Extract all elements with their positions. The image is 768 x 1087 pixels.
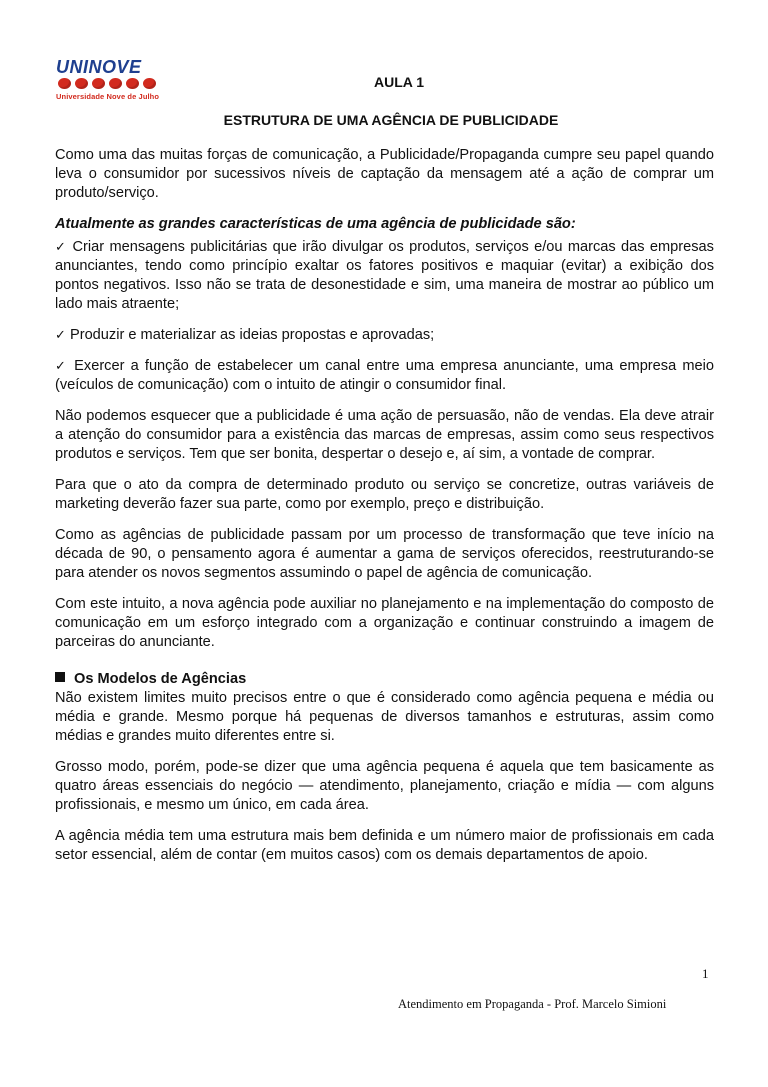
bullet-text: Produzir e materializar as ideias propostas e aprovadas; [69,327,435,343]
page-number: 1 [702,966,709,981]
lesson-label-text: AULA 1 [373,74,425,90]
page-footer: Atendimento em Propaganda - Prof. Marcelo Simioni [398,997,667,1011]
checkmark-icon: ✓ [55,359,68,374]
characteristics-heading: Atualmente as grandes características de uma agência de publicidade são: [55,216,576,232]
lesson-label [0,74,768,90]
bullet-item [55,357,714,395]
body-paragraph: Não podemos esquecer que a publicidade é uma ação de persuasão, não de vendas. Ela deve atrair a atenção do consumidor para a existência das marcas de empresas, assim como seus respectivos produtos e serviços. Tem que ser bonita, despertar o desejo e, aí sim, a vontade de comprar. [55,408,714,462]
bullet-item [55,326,714,345]
section-paragraph: Não existem limites muito precisos entre o que é considerado como agência pequena e média ou média e grande. Mesmo porque há pequenas de diversos tamanhos e estruturas, assim como médias e grandes muito diferentes entre si. [55,690,714,744]
checkmark-icon: ✓ [55,240,68,255]
bullet-text: Criar mensagens publicitárias que irão divulgar os produtos, serviços e/ou marcas das empresas anunciantes, tendo como princípio exaltar os fatores positivos e maquiar (evitar) a exibição dos pontos negativos. Isso não se trata de desonestidade e sim, uma maneira de mostrar ao público um lado mais atraente; [55,239,714,312]
logo-wordmark: UNINOVE [56,57,142,77]
square-bullet-icon [55,672,65,682]
section-heading-text: Os Modelos de Agências [74,671,247,687]
body-paragraph: Como as agências de publicidade passam por um processo de transformação que teve início na década de 90, o pensamento agora é aumentar a gama de serviços oferecidos, reestruturando-se para atender os novos segmentos assumindo o papel de agência de comunicação. [55,527,714,581]
body-paragraph: Com este intuito, a nova agência pode auxiliar no planejamento e na implementação do composto de comunicação em um esforço integrado com a organização e continuar construindo a imagem de parceiras do anunciante. [55,596,714,650]
section-paragraph: Grosso modo, porém, pode-se dizer que uma agência pequena é aquela que tem basicamente as quatro áreas essenciais do negócio — atendimento, planejamento, criação e mídia — com alguns profissionais, e mesmo um único, em cada área. [55,759,714,813]
checkmark-icon: ✓ [55,328,66,343]
bullet-text: Exercer a função de estabelecer um canal entre uma empresa anunciante, uma empresa meio (veículos de comunicação) com o intuito de atingir o consumidor final. [55,358,714,393]
section-heading [55,670,714,689]
intro-paragraph: Como uma das muitas forças de comunicação, a Publicidade/Propaganda cumpre seu papel quando leva o consumidor por sucessivos níveis de captação da mensagem até a ação de comprar um produto/serviço. [55,147,714,201]
document-title [0,112,768,128]
logo-subtitle: Universidade Nove de Julho [56,92,160,101]
body-paragraph: Para que o ato da compra de determinado produto ou serviço se concretize, outras variáveis de marketing deverão fazer sua parte, como por exemplo, preço e distribuição. [55,477,714,512]
bullet-item [55,238,714,314]
section-paragraph: A agência média tem uma estrutura mais bem definida e um número maior de profissionais em cada setor essencial, além de contar (em muitos casos) com os demais departamentos de apoio. [55,828,714,863]
document-title-text: ESTRUTURA DE UMA AGÊNCIA DE PUBLICIDADE [223,112,559,128]
document-body [55,146,714,877]
